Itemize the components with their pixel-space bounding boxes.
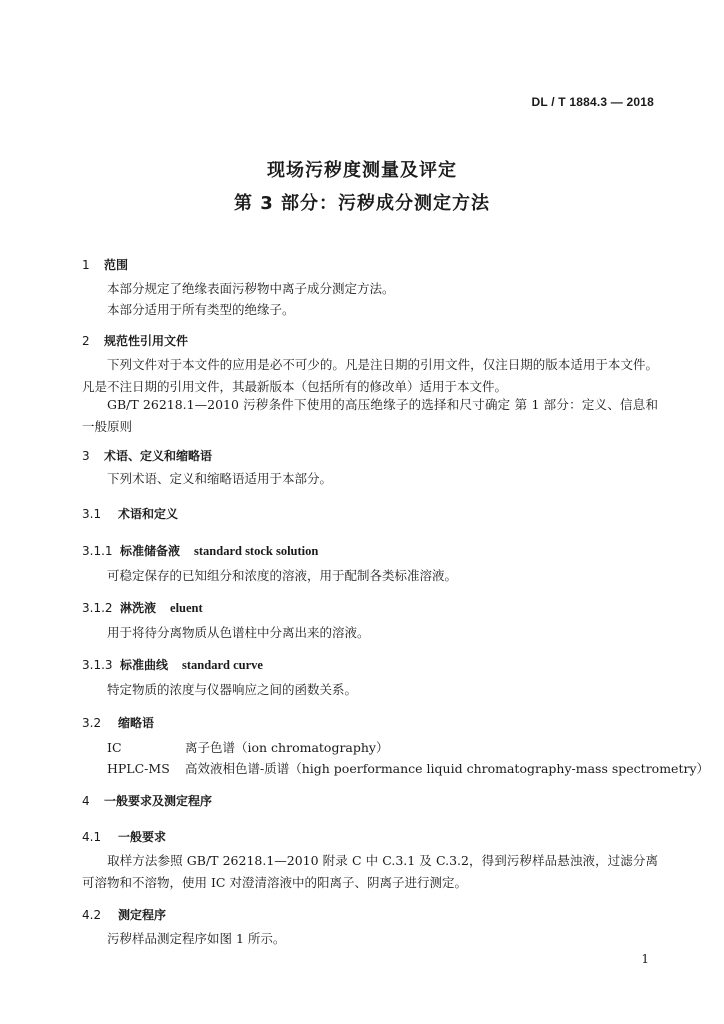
section-2-para-1 xyxy=(82,354,658,398)
term-english: standard curve xyxy=(182,658,263,672)
abbreviation-item xyxy=(107,738,389,756)
section-title: 术语、定义和缩略语 xyxy=(104,449,213,463)
section-title: 术语和定义 xyxy=(118,507,179,521)
section-4-1-para xyxy=(82,850,658,894)
term-3-1-2-heading xyxy=(82,599,203,616)
abbreviation-item xyxy=(107,759,709,777)
section-title: 一般要求 xyxy=(118,830,167,844)
paragraph-text: 本部分规定了绝缘表面污秽物中离子成分测定方法。 xyxy=(107,281,395,296)
section-2-heading xyxy=(82,332,188,349)
term-3-1-3-heading xyxy=(82,656,263,673)
paragraph-text: 特定物质的浓度与仪器响应之间的函数关系。 xyxy=(107,682,358,697)
section-title: 测定程序 xyxy=(118,908,167,922)
page-number: 1 xyxy=(641,952,649,966)
abbreviation-definition: 离子色谱（ion chromatography） xyxy=(185,740,389,755)
section-4-2-heading xyxy=(82,906,166,923)
term-title: 标准曲线 xyxy=(120,658,169,672)
term-3-1-1-definition xyxy=(82,565,658,587)
section-number: 1 xyxy=(82,258,90,272)
paragraph-text: 下列术语、定义和缩略语适用于本部分。 xyxy=(107,471,333,486)
term-3-1-1-heading xyxy=(82,542,318,559)
section-title: 规范性引用文件 xyxy=(104,334,189,348)
section-title: 缩略语 xyxy=(118,716,155,730)
section-number: 3.1.3 xyxy=(82,658,113,672)
section-number: 3.1.2 xyxy=(82,601,113,615)
paragraph-text: 可稳定保存的已知组分和浓度的溶液，用于配制各类标准溶液。 xyxy=(107,568,458,583)
paragraph-text: 用于将待分离物质从色谱柱中分离出来的溶液。 xyxy=(107,625,370,640)
section-3-heading xyxy=(82,447,212,464)
standard-code: DL / T 1884.3 — 2018 xyxy=(531,95,654,109)
term-3-1-2-definition xyxy=(82,622,658,644)
abbreviation: IC xyxy=(107,740,122,755)
section-number: 3.2 xyxy=(82,716,102,730)
paragraph-text: 污秽样品测定程序如图 1 所示。 xyxy=(107,931,286,946)
section-number: 2 xyxy=(82,334,90,348)
section-number: 4.2 xyxy=(82,908,102,922)
paragraph-text: 本部分适用于所有类型的绝缘子。 xyxy=(107,302,295,317)
paragraph-text: GB/T 26218.1—2010 污秽条件下使用的高压绝缘子的选择和尺寸确定 第 1 部分：定义、信息和一般原则 xyxy=(82,397,658,434)
term-3-1-3-definition xyxy=(82,679,658,701)
section-3-2-heading xyxy=(82,714,154,731)
section-title: 范围 xyxy=(104,258,129,272)
abbreviation: HPLC-MS xyxy=(107,761,170,776)
term-english: standard stock solution xyxy=(194,544,319,558)
term-title: 标准储备液 xyxy=(120,544,181,558)
section-number: 3 xyxy=(82,449,90,463)
section-2-para-2 xyxy=(82,394,658,438)
abbreviation-definition: 高效液相色谱-质谱（high poerformance liquid chromatography-mass spectrometry） xyxy=(185,761,710,776)
section-4-heading xyxy=(82,792,212,809)
term-title: 淋洗液 xyxy=(120,601,157,615)
paragraph-text: 取样方法参照 GB/T 26218.1—2010 附录 C 中 C.3.1 及 C.3.2，得到污秽样品悬浊液，过滤分离可溶物和不溶物，使用 IC 对澄清溶液中的阳离子、阴离子进行测定。 xyxy=(82,853,658,890)
section-1-heading xyxy=(82,256,128,273)
section-3-1-heading xyxy=(82,505,178,522)
section-4-2-para xyxy=(82,928,658,950)
section-4-1-heading xyxy=(82,828,166,845)
section-number: 3.1 xyxy=(82,507,102,521)
document-subtitle: 第 3 部分：污秽成分测定方法 xyxy=(233,193,491,214)
document-title: 现场污秽度测量及评定 xyxy=(267,160,457,181)
section-number: 4.1 xyxy=(82,830,102,844)
paragraph-text: 下列文件对于本文件的应用是必不可少的。凡是注日期的引用文件，仅注日期的版本适用于本文件。凡是不注日期的引用文件，其最新版本（包括所有的修改单）适用于本文件。 xyxy=(82,357,658,394)
section-number: 4 xyxy=(82,794,90,808)
term-english: eluent xyxy=(170,601,203,615)
section-title: 一般要求及测定程序 xyxy=(104,794,213,808)
section-1-para-1 xyxy=(82,278,658,300)
section-number: 3.1.1 xyxy=(82,544,113,558)
section-3-para-1 xyxy=(82,468,658,490)
section-1-para-2 xyxy=(82,299,658,321)
